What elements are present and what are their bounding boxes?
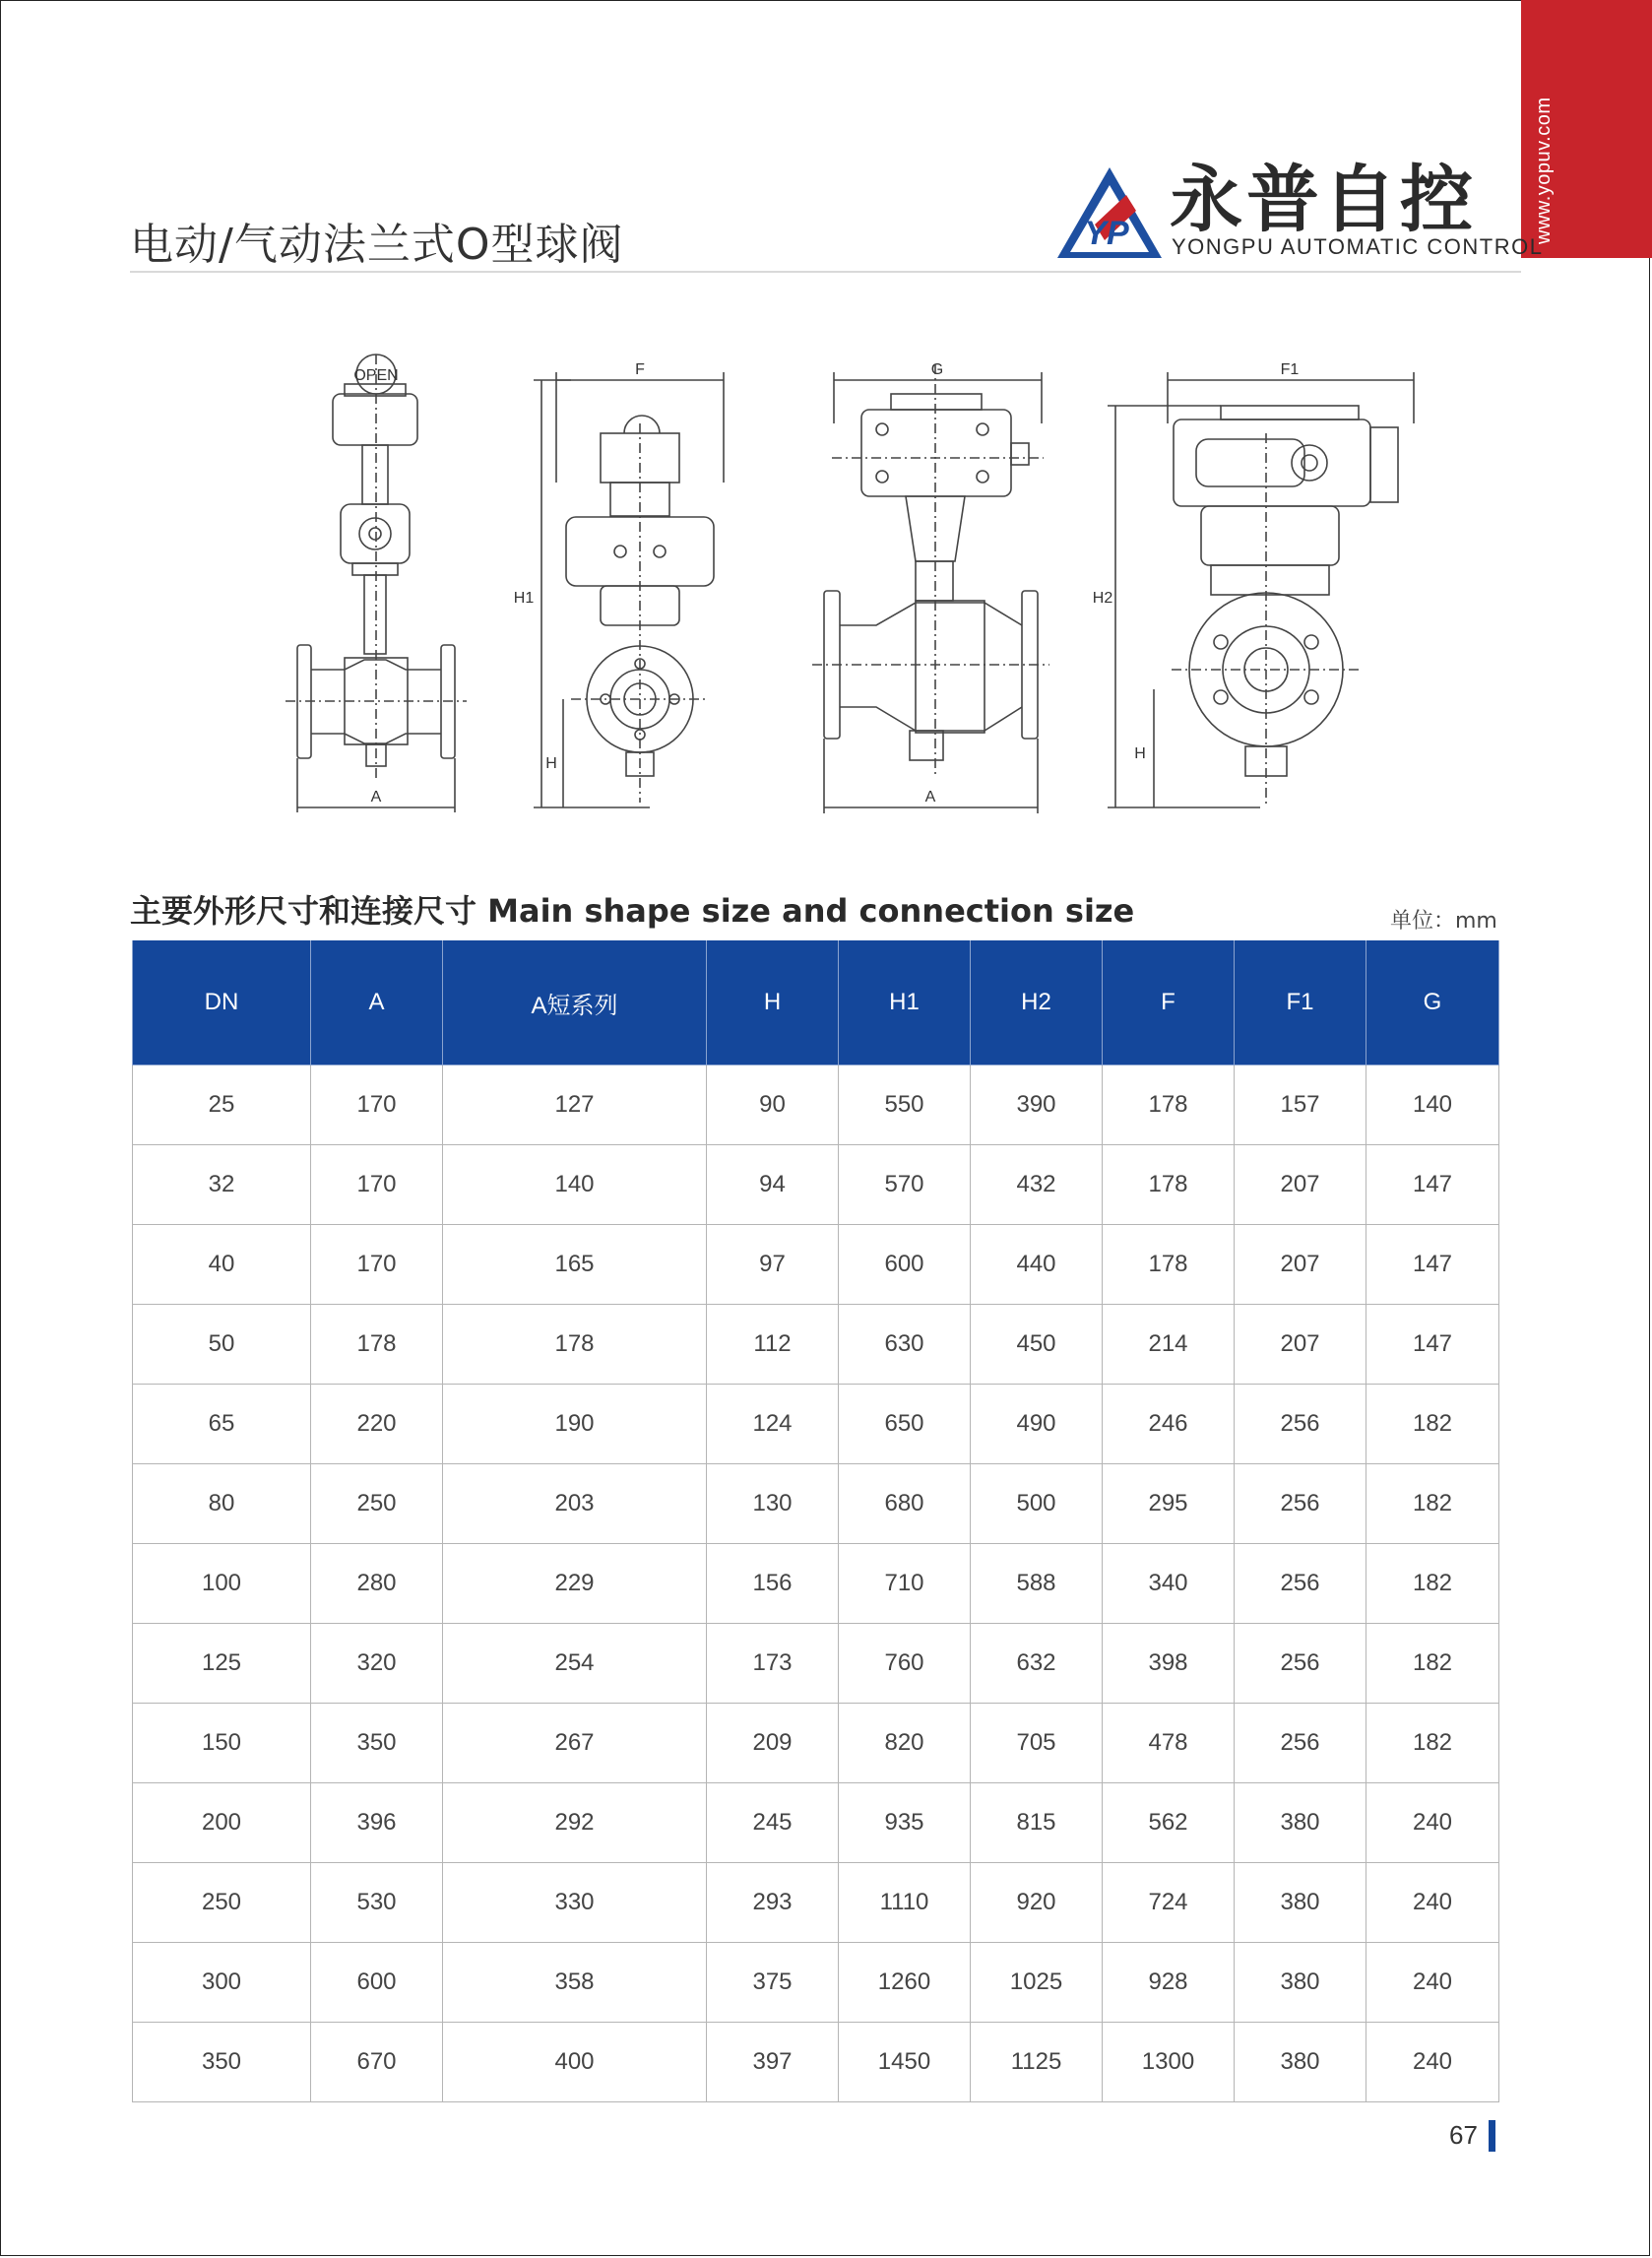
- table-cell: 1110: [839, 1863, 971, 1943]
- dim-label-f: F: [635, 361, 645, 378]
- table-cell: 124: [707, 1385, 839, 1464]
- table-cell: 500: [971, 1464, 1103, 1544]
- column-header: A短系列: [443, 940, 707, 1065]
- table-cell: 240: [1366, 1783, 1499, 1863]
- table-cell: 705: [971, 1704, 1103, 1783]
- table-cell: 209: [707, 1704, 839, 1783]
- table-cell: 90: [707, 1065, 839, 1145]
- table-cell: 203: [443, 1464, 707, 1544]
- table-cell: 125: [133, 1624, 311, 1704]
- column-header: H1: [839, 940, 971, 1065]
- table-cell: 375: [707, 1943, 839, 2023]
- table-cell: 330: [443, 1863, 707, 1943]
- table-cell: 65: [133, 1385, 311, 1464]
- table-cell: 170: [311, 1065, 443, 1145]
- table-cell: 280: [311, 1544, 443, 1624]
- table-cell: 94: [707, 1145, 839, 1225]
- logo-letters: YP: [1084, 215, 1129, 252]
- column-header: H: [707, 940, 839, 1065]
- table-cell: 207: [1235, 1225, 1366, 1305]
- table-cell: 182: [1366, 1624, 1499, 1704]
- table-row: [133, 1863, 1499, 1943]
- company-logo-icon: [1055, 165, 1164, 260]
- table-cell: 550: [839, 1065, 971, 1145]
- table-cell: 820: [839, 1704, 971, 1783]
- table-cell: 390: [971, 1065, 1103, 1145]
- table-cell: 562: [1103, 1783, 1235, 1863]
- table-row: [133, 1544, 1499, 1624]
- table-cell: 400: [443, 2023, 707, 2102]
- table-cell: 632: [971, 1624, 1103, 1704]
- dim-label-a: A: [370, 789, 382, 806]
- brand-name-cn: 永普自控: [1170, 158, 1477, 242]
- section-title: 主要外形尺寸和连接尺寸 Main shape size and connection size: [130, 892, 1135, 930]
- table-cell: 1300: [1103, 2023, 1235, 2102]
- table-cell: 350: [133, 2023, 311, 2102]
- table-cell: 214: [1103, 1305, 1235, 1385]
- table-cell: 760: [839, 1624, 971, 1704]
- table-cell: 157: [1235, 1065, 1366, 1145]
- table-row: [133, 1464, 1499, 1544]
- dim-label-h1: H1: [513, 590, 535, 607]
- dimension-table: [132, 940, 1499, 2102]
- table-cell: 207: [1235, 1145, 1366, 1225]
- table-cell: 254: [443, 1624, 707, 1704]
- table-cell: 380: [1235, 1863, 1366, 1943]
- table-cell: 928: [1103, 1943, 1235, 2023]
- table-cell: 724: [1103, 1863, 1235, 1943]
- table-cell: 935: [839, 1783, 971, 1863]
- table-cell: 165: [443, 1225, 707, 1305]
- table-cell: 710: [839, 1544, 971, 1624]
- table-cell: 320: [311, 1624, 443, 1704]
- table-cell: 220: [311, 1385, 443, 1464]
- table-cell: 380: [1235, 2023, 1366, 2102]
- valve-view-side-pneumatic: [286, 355, 467, 812]
- table-cell: 178: [1103, 1145, 1235, 1225]
- dim-label-h: H: [545, 755, 557, 772]
- page-number-accent-bar: [1489, 2120, 1495, 2152]
- column-header: F1: [1235, 940, 1366, 1065]
- column-header: F: [1103, 940, 1235, 1065]
- table-cell: 450: [971, 1305, 1103, 1385]
- page-title: 电动/气动法兰式O型球阀: [130, 220, 624, 270]
- table-row: [133, 1225, 1499, 1305]
- table-cell: 170: [311, 1225, 443, 1305]
- table-row: [133, 1065, 1499, 1145]
- page-number: 67: [1449, 2120, 1478, 2150]
- table-cell: 40: [133, 1225, 311, 1305]
- table-cell: 432: [971, 1145, 1103, 1225]
- table-cell: 100: [133, 1544, 311, 1624]
- table-cell: 173: [707, 1624, 839, 1704]
- table-cell: 267: [443, 1704, 707, 1783]
- table-cell: 478: [1103, 1704, 1235, 1783]
- table-row: [133, 1385, 1499, 1464]
- table-cell: 112: [707, 1305, 839, 1385]
- table-cell: 80: [133, 1464, 311, 1544]
- brand-name-en: YONGPU AUTOMATIC CONTROL: [1172, 234, 1544, 259]
- table-cell: 250: [311, 1464, 443, 1544]
- table-cell: 127: [443, 1065, 707, 1145]
- table-cell: 182: [1366, 1704, 1499, 1783]
- table-cell: 240: [1366, 2023, 1499, 2102]
- table-cell: 200: [133, 1783, 311, 1863]
- table-row: [133, 1783, 1499, 1863]
- table-cell: 1125: [971, 2023, 1103, 2102]
- table-cell: 182: [1366, 1544, 1499, 1624]
- table-cell: 292: [443, 1783, 707, 1863]
- table-cell: 147: [1366, 1145, 1499, 1225]
- table-cell: 140: [1366, 1065, 1499, 1145]
- table-row: [133, 1704, 1499, 1783]
- table-cell: 293: [707, 1863, 839, 1943]
- dim-label-f1: F1: [1280, 361, 1300, 378]
- table-cell: 256: [1235, 1624, 1366, 1704]
- table-row: [133, 1943, 1499, 2023]
- table-cell: 140: [443, 1145, 707, 1225]
- table-cell: 182: [1366, 1464, 1499, 1544]
- table-cell: 256: [1235, 1464, 1366, 1544]
- table-cell: 246: [1103, 1385, 1235, 1464]
- table-cell: 490: [971, 1385, 1103, 1464]
- table-cell: 670: [311, 2023, 443, 2102]
- table-cell: 920: [971, 1863, 1103, 1943]
- table-cell: 398: [1103, 1624, 1235, 1704]
- table-cell: 396: [311, 1783, 443, 1863]
- table-header-row: [133, 940, 1499, 1065]
- table-cell: 50: [133, 1305, 311, 1385]
- dim-label-h2: H2: [1092, 590, 1113, 607]
- table-cell: 380: [1235, 1943, 1366, 2023]
- table-cell: 182: [1366, 1385, 1499, 1464]
- column-header: A: [311, 940, 443, 1065]
- table-cell: 156: [707, 1544, 839, 1624]
- table-cell: 250: [133, 1863, 311, 1943]
- table-cell: 178: [1103, 1065, 1235, 1145]
- table-cell: 650: [839, 1385, 971, 1464]
- table-cell: 150: [133, 1704, 311, 1783]
- valve-view-front-electric: [1093, 361, 1414, 807]
- table-cell: 1450: [839, 2023, 971, 2102]
- table-cell: 207: [1235, 1305, 1366, 1385]
- table-cell: 256: [1235, 1704, 1366, 1783]
- table-cell: 340: [1103, 1544, 1235, 1624]
- unit-label: 单位：mm: [1390, 909, 1497, 934]
- column-header: G: [1366, 940, 1499, 1065]
- dim-label-a-electric: A: [924, 789, 936, 806]
- table-cell: 815: [971, 1783, 1103, 1863]
- table-cell: 229: [443, 1544, 707, 1624]
- table-cell: 295: [1103, 1464, 1235, 1544]
- header-divider: [130, 271, 1521, 273]
- table-cell: 600: [839, 1225, 971, 1305]
- website-url: www.yopuv.com: [1533, 97, 1555, 244]
- table-cell: 380: [1235, 1783, 1366, 1863]
- table-cell: 440: [971, 1225, 1103, 1305]
- table-cell: 1260: [839, 1943, 971, 2023]
- table-cell: 256: [1235, 1385, 1366, 1464]
- table-cell: 256: [1235, 1544, 1366, 1624]
- table-cell: 178: [443, 1305, 707, 1385]
- table-cell: 240: [1366, 1863, 1499, 1943]
- table-cell: 147: [1366, 1305, 1499, 1385]
- table-cell: 147: [1366, 1225, 1499, 1305]
- table-cell: 32: [133, 1145, 311, 1225]
- table-cell: 25: [133, 1065, 311, 1145]
- table-cell: 570: [839, 1145, 971, 1225]
- table-cell: 350: [311, 1704, 443, 1783]
- table-cell: 358: [443, 1943, 707, 2023]
- table-row: [133, 1145, 1499, 1225]
- table-cell: 130: [707, 1464, 839, 1544]
- table-cell: 397: [707, 2023, 839, 2102]
- open-indicator-label: OPEN: [353, 367, 399, 384]
- table-row: [133, 1305, 1499, 1385]
- valve-view-side-electric: [812, 361, 1049, 813]
- table-cell: 530: [311, 1863, 443, 1943]
- table-cell: 245: [707, 1783, 839, 1863]
- column-header: H2: [971, 940, 1103, 1065]
- dim-label-g: G: [930, 361, 944, 378]
- column-header: DN: [133, 940, 311, 1065]
- table-cell: 1025: [971, 1943, 1103, 2023]
- table-row: [133, 2023, 1499, 2102]
- dim-label-h-electric: H: [1134, 745, 1146, 762]
- table-body: [133, 1065, 1499, 2102]
- table-row: [133, 1624, 1499, 1704]
- valve-view-front-pneumatic: [514, 361, 724, 807]
- table-cell: 630: [839, 1305, 971, 1385]
- table-cell: 680: [839, 1464, 971, 1544]
- table-cell: 97: [707, 1225, 839, 1305]
- table-cell: 190: [443, 1385, 707, 1464]
- table-cell: 588: [971, 1544, 1103, 1624]
- table-cell: 600: [311, 1943, 443, 2023]
- table-cell: 240: [1366, 1943, 1499, 2023]
- table-cell: 300: [133, 1943, 311, 2023]
- table-cell: 178: [1103, 1225, 1235, 1305]
- table-cell: 170: [311, 1145, 443, 1225]
- table-cell: 178: [311, 1305, 443, 1385]
- valve-technical-drawing: [276, 345, 1437, 817]
